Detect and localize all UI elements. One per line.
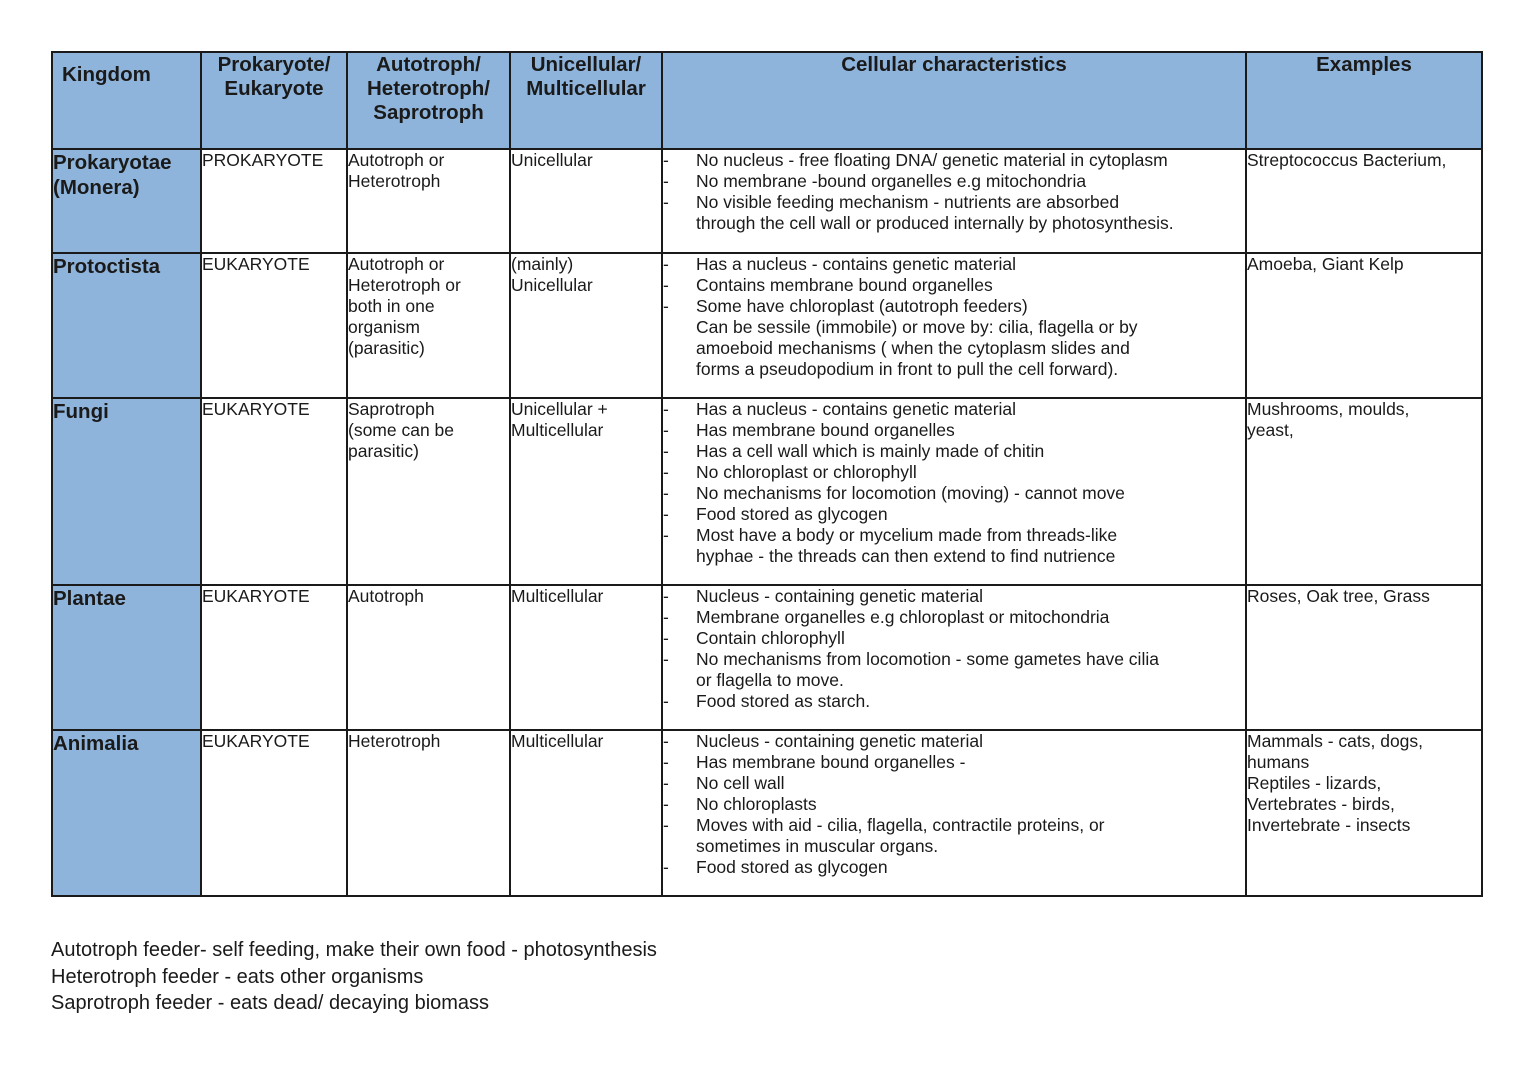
cell-text-line: humans xyxy=(1247,752,1310,772)
header-feeding-type xyxy=(347,52,510,149)
examples xyxy=(1246,149,1482,253)
definition-saprotroph: Saprotroph feeder - eats dead/ decaying biomass xyxy=(51,992,490,1014)
cell-text-line: (some can be xyxy=(348,420,455,440)
cell-text-line: Autotroph or xyxy=(348,254,445,274)
cell-text-line: Multicellular xyxy=(511,420,604,440)
cell-text-line: Saprotroph xyxy=(348,399,435,419)
cell-text-line: parasitic) xyxy=(348,441,419,461)
cell-text-line: Mammals - cats, dogs, xyxy=(1247,731,1424,751)
list-item: - No mechanisms from locomotion - some gametes have cilia xyxy=(663,649,1245,670)
cell-text-line: (mainly) xyxy=(511,254,574,274)
list-item: - Membrane organelles e.g chloroplast or mitochondria xyxy=(663,607,1245,628)
table-row xyxy=(52,585,1482,730)
kingdom-name xyxy=(52,398,201,585)
examples xyxy=(1246,730,1482,896)
kingdom-name xyxy=(52,149,201,253)
cell-type: EUKARYOTE xyxy=(201,398,347,585)
list-item: - Has membrane bound organelles - xyxy=(663,752,1245,773)
cell-text-line: Mushrooms, moulds, xyxy=(1247,399,1410,419)
list-item: - Food stored as starch. xyxy=(663,691,1245,712)
cellularity xyxy=(510,253,662,398)
list-item: - Nucleus - containing genetic material xyxy=(663,731,1245,752)
header-cellularity xyxy=(510,52,662,149)
list-item: forms a pseudopodium in front to pull the cell forward). xyxy=(696,359,1119,379)
table-row xyxy=(52,253,1482,398)
header-text: Autotroph/ xyxy=(376,53,481,76)
header-text: Eukaryote xyxy=(224,77,324,100)
characteristics-list xyxy=(663,150,1245,234)
characteristics-list xyxy=(663,731,1245,878)
list-item: through the cell wall or produced internally by photosynthesis. xyxy=(696,213,1174,233)
cell-text-line: Autotroph xyxy=(348,586,424,606)
cell-text-line: Heterotroph xyxy=(348,731,441,751)
cellularity xyxy=(510,398,662,585)
cellularity xyxy=(510,149,662,253)
list-item: - No nucleus - free floating DNA/ genetic material in cytoplasm xyxy=(663,150,1245,171)
list-item: - Food stored as glycogen xyxy=(663,504,1245,525)
definition-autotroph: Autotroph feeder- self feeding, make their own food - photosynthesis xyxy=(51,939,657,961)
cell-text-line: Reptiles - lizards, xyxy=(1247,773,1382,793)
header-examples: Examples xyxy=(1246,52,1482,149)
feeder-definitions xyxy=(51,937,657,1017)
list-item: - No chloroplasts xyxy=(663,794,1245,815)
cell-text-line: Protoctista xyxy=(53,255,161,278)
kingdom-name xyxy=(52,730,201,896)
list-item: - Has a nucleus - contains genetic material xyxy=(663,399,1245,420)
feeding-type xyxy=(347,398,510,585)
table-row xyxy=(52,149,1482,253)
list-item: - Moves with aid - cilia, flagella, contractile proteins, or xyxy=(663,815,1245,836)
cell-text-line: Prokaryotae xyxy=(53,151,172,174)
list-item: - Some have chloroplast (autotroph feeders) xyxy=(663,296,1245,317)
cellular-characteristics xyxy=(662,585,1246,730)
examples xyxy=(1246,253,1482,398)
kingdom-name xyxy=(52,253,201,398)
cellular-characteristics xyxy=(662,730,1246,896)
list-item: - Contains membrane bound organelles xyxy=(663,275,1245,296)
cell-type: EUKARYOTE xyxy=(201,253,347,398)
characteristics-list xyxy=(663,399,1245,567)
list-item: or flagella to move. xyxy=(696,670,844,690)
cellular-characteristics xyxy=(662,253,1246,398)
cellularity xyxy=(510,585,662,730)
cell-type: PROKARYOTE xyxy=(201,149,347,253)
list-item: amoeboid mechanisms ( when the cytoplasm slides and xyxy=(696,338,1130,358)
header-text: Prokaryote/ xyxy=(217,53,331,76)
list-item: Can be sessile (immobile) or move by: cilia, flagella or by xyxy=(696,317,1138,337)
cell-text-line: Plantae xyxy=(53,587,126,610)
list-item: sometimes in muscular organs. xyxy=(696,836,939,856)
kingdoms-table xyxy=(51,51,1483,897)
characteristics-list xyxy=(663,254,1245,380)
list-item: hyphae - the threads can then extend to find nutrience xyxy=(696,546,1116,566)
cell-text-line: Vertebrates - birds, xyxy=(1247,794,1395,814)
cell-text-line: Invertebrate - insects xyxy=(1247,815,1411,835)
cell-text-line: organism xyxy=(348,317,420,337)
cell-text-line: Roses, Oak tree, Grass xyxy=(1247,586,1430,606)
list-item: - Food stored as glycogen xyxy=(663,857,1245,878)
list-item: - Most have a body or mycelium made from threads-like xyxy=(663,525,1245,546)
list-item: - No mechanisms for locomotion (moving) - cannot move xyxy=(663,483,1245,504)
cellular-characteristics xyxy=(662,398,1246,585)
cell-text-line: Amoeba, Giant Kelp xyxy=(1247,254,1404,274)
header-kingdom: Kingdom xyxy=(52,52,201,149)
cell-text-line: Heterotroph xyxy=(348,171,441,191)
list-item: - Has a cell wall which is mainly made of chitin xyxy=(663,441,1245,462)
feeding-type xyxy=(347,149,510,253)
feeding-type xyxy=(347,253,510,398)
cell-text-line: Multicellular xyxy=(511,731,604,751)
feeding-type xyxy=(347,730,510,896)
header-text: Multicellular xyxy=(526,77,646,100)
cell-text-line: both in one xyxy=(348,296,435,316)
table-row xyxy=(52,730,1482,896)
cell-text-line: Unicellular + xyxy=(511,399,608,419)
cell-text-line: Autotroph or xyxy=(348,150,445,170)
table-row xyxy=(52,398,1482,585)
header-row xyxy=(52,52,1482,149)
cell-text-line: (Monera) xyxy=(53,176,140,199)
cellularity xyxy=(510,730,662,896)
list-item: - No cell wall xyxy=(663,773,1245,794)
definition-heterotroph: Heterotroph feeder - eats other organisms xyxy=(51,965,424,988)
list-item: - Contain chlorophyll xyxy=(663,628,1245,649)
cell-text-line: Heterotroph or xyxy=(348,275,461,295)
list-item: - No membrane -bound organelles e.g mitochondria xyxy=(663,171,1245,192)
list-item: - Nucleus - containing genetic material xyxy=(663,586,1245,607)
header-text: Saprotroph xyxy=(373,101,484,124)
header-cellular-characteristics: Cellular characteristics xyxy=(662,52,1246,149)
list-item: - Has a nucleus - contains genetic material xyxy=(663,254,1245,275)
cell-text-line: Animalia xyxy=(53,732,139,755)
cell-text-line: Unicellular xyxy=(511,275,593,295)
cell-text-line: yeast, xyxy=(1247,420,1294,440)
characteristics-list xyxy=(663,586,1245,712)
cell-type: EUKARYOTE xyxy=(201,730,347,896)
header-text: Unicellular/ xyxy=(530,53,642,76)
examples xyxy=(1246,398,1482,585)
cell-text-line: Fungi xyxy=(53,400,109,423)
cell-type: EUKARYOTE xyxy=(201,585,347,730)
cell-text-line: Multicellular xyxy=(511,586,604,606)
header-prokaryote-eukaryote xyxy=(201,52,347,149)
feeding-type xyxy=(347,585,510,730)
cell-text-line: Unicellular xyxy=(511,150,593,170)
cell-text-line: Streptococcus Bacterium, xyxy=(1247,150,1447,170)
cell-text-line: (parasitic) xyxy=(348,338,425,358)
examples xyxy=(1246,585,1482,730)
header-text: Heterotroph/ xyxy=(367,77,490,100)
list-item: - No chloroplast or chlorophyll xyxy=(663,462,1245,483)
list-item: - No visible feeding mechanism - nutrients are absorbed xyxy=(663,192,1245,213)
list-item: - Has membrane bound organelles xyxy=(663,420,1245,441)
cellular-characteristics xyxy=(662,149,1246,253)
kingdom-name xyxy=(52,585,201,730)
